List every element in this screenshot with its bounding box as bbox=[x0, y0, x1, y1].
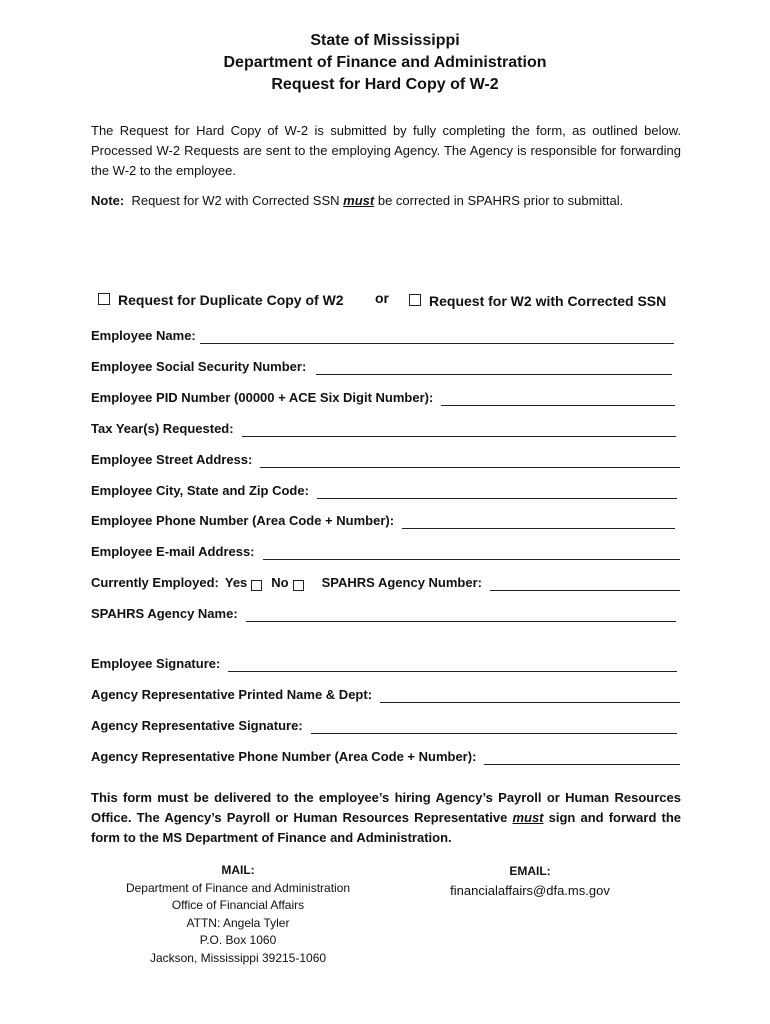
tax-year-line[interactable] bbox=[242, 424, 676, 437]
agency-name-label: SPAHRS Agency Name: bbox=[91, 606, 238, 621]
rep-signature-field[interactable] bbox=[91, 718, 677, 734]
email-label: Employee E-mail Address: bbox=[91, 544, 255, 559]
rep-signature-line[interactable] bbox=[311, 721, 677, 734]
rep-phone-line[interactable] bbox=[484, 752, 680, 765]
pid-field[interactable] bbox=[91, 390, 675, 406]
note-must: must bbox=[343, 193, 375, 208]
yes-checkbox[interactable] bbox=[251, 580, 262, 591]
ssn-field[interactable] bbox=[91, 359, 672, 375]
email-heading: EMAIL: bbox=[509, 864, 551, 878]
employee-name-field[interactable] bbox=[91, 328, 674, 344]
duplicate-copy-checkbox[interactable] bbox=[98, 293, 110, 305]
yes-option[interactable] bbox=[225, 575, 262, 591]
corrected-ssn-checkbox[interactable] bbox=[409, 294, 421, 306]
email-field[interactable] bbox=[91, 544, 680, 560]
intro-paragraph: The Request for Hard Copy of W-2 is submitted by fully completing the form, as outlined below. Processed W-2 Requests are sent to the employing Agency. The Agency is responsible for forwarding the W-2 to the employee. bbox=[91, 123, 681, 178]
agency-number-label: SPAHRS Agency Number: bbox=[321, 575, 482, 590]
mail-heading: MAIL: bbox=[221, 863, 255, 877]
agency-name-line[interactable] bbox=[246, 609, 676, 622]
form-title: Request for Hard Copy of W-2 bbox=[271, 76, 499, 93]
agency-name-field[interactable] bbox=[91, 606, 676, 622]
city-label: Employee City, State and Zip Code: bbox=[91, 483, 309, 498]
duplicate-copy-option[interactable] bbox=[98, 291, 344, 309]
mail-address-block bbox=[90, 862, 386, 967]
city-field[interactable] bbox=[91, 483, 677, 499]
city-line[interactable] bbox=[317, 486, 677, 499]
corrected-ssn-option[interactable] bbox=[409, 292, 666, 310]
phone-line[interactable] bbox=[402, 516, 675, 529]
employment-row bbox=[91, 575, 680, 591]
delivery-instructions bbox=[91, 788, 681, 848]
rep-name-field[interactable] bbox=[91, 687, 680, 703]
currently-employed-label: Currently Employed: bbox=[91, 575, 219, 590]
mail-line-2: Office of Financial Affairs bbox=[171, 898, 305, 912]
rep-name-line[interactable] bbox=[380, 690, 680, 703]
delivery-must: must bbox=[512, 810, 544, 825]
form-header bbox=[0, 30, 770, 96]
employee-name-label: Employee Name: bbox=[91, 328, 196, 343]
no-option[interactable] bbox=[271, 575, 303, 591]
note-text-before: Request for W2 with Corrected SSN bbox=[131, 193, 340, 208]
yes-label: Yes bbox=[224, 575, 248, 590]
tax-year-label: Tax Year(s) Requested: bbox=[91, 421, 234, 436]
delivery-text-1: This form must be delivered to the employee’s hiring Agency’s Payroll or Human Resources Office. The Agency’s Payroll or Human Resources Representative bbox=[91, 790, 681, 825]
ssn-label: Employee Social Security Number: bbox=[91, 359, 307, 374]
employee-signature-label: Employee Signature: bbox=[91, 656, 221, 671]
no-checkbox[interactable] bbox=[293, 580, 304, 591]
no-label: No bbox=[271, 575, 289, 590]
note-paragraph bbox=[91, 192, 691, 210]
note-label: Note: bbox=[91, 193, 125, 208]
phone-field[interactable] bbox=[91, 513, 675, 529]
or-text: or bbox=[375, 290, 389, 306]
ssn-line[interactable] bbox=[316, 362, 672, 375]
street-field[interactable] bbox=[91, 452, 680, 468]
employee-signature-field[interactable] bbox=[91, 656, 677, 672]
rep-name-label: Agency Representative Printed Name & Dept: bbox=[91, 687, 373, 702]
pid-line[interactable] bbox=[441, 393, 675, 406]
employee-signature-line[interactable] bbox=[228, 659, 677, 672]
rep-phone-field[interactable] bbox=[91, 749, 680, 765]
rep-phone-label: Agency Representative Phone Number (Area Code + Number): bbox=[91, 749, 477, 764]
email-address-link[interactable]: financialaffairs@dfa.ms.gov bbox=[450, 883, 610, 898]
delivery-text-2: sign and forward the form to the MS Department of Finance and Administration. bbox=[91, 810, 681, 845]
mail-line-1: Department of Finance and Administration bbox=[125, 880, 351, 895]
employee-name-line[interactable] bbox=[200, 331, 674, 344]
mail-line-4: P.O. Box 1060 bbox=[199, 933, 277, 947]
mail-line-3: ATTN: Angela Tyler bbox=[186, 915, 290, 930]
department-title: Department of Finance and Administration bbox=[223, 54, 547, 71]
street-line[interactable] bbox=[260, 455, 680, 468]
email-block bbox=[430, 862, 630, 900]
email-line[interactable] bbox=[263, 547, 680, 560]
rep-signature-label: Agency Representative Signature: bbox=[91, 718, 303, 733]
state-title: State of Mississippi bbox=[310, 32, 460, 49]
phone-label: Employee Phone Number (Area Code + Number): bbox=[91, 513, 395, 528]
street-label: Employee Street Address: bbox=[91, 452, 253, 467]
duplicate-copy-label: Request for Duplicate Copy of W2 bbox=[118, 292, 344, 308]
mail-line-5: Jackson, Mississippi 39215-1060 bbox=[149, 950, 327, 965]
corrected-ssn-label: Request for W2 with Corrected SSN bbox=[429, 293, 667, 309]
tax-year-field[interactable] bbox=[91, 421, 676, 437]
agency-number-line[interactable] bbox=[490, 578, 680, 591]
pid-label: Employee PID Number (00000 + ACE Six Digit Number): bbox=[91, 390, 434, 405]
note-text-after: be corrected in SPAHRS prior to submittal. bbox=[377, 193, 624, 208]
